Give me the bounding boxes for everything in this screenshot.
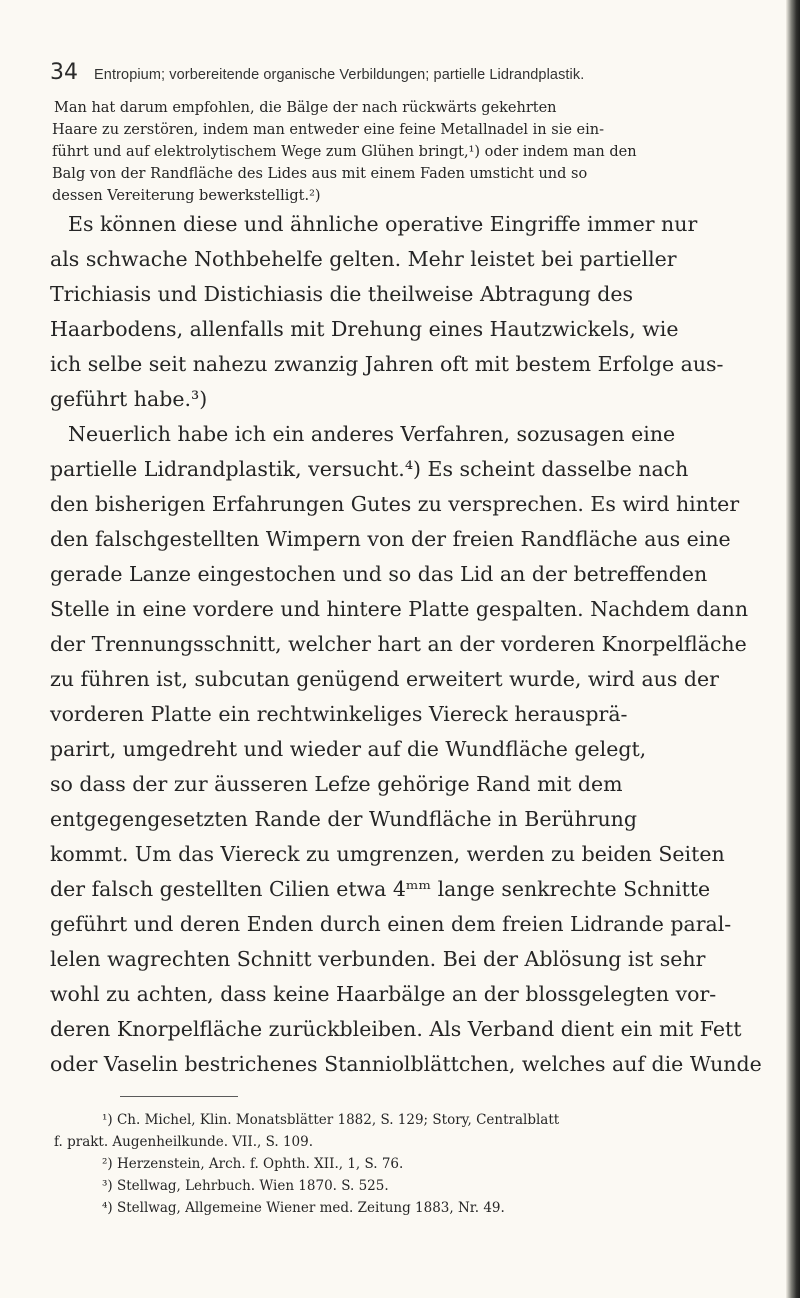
text-line: geführt habe.³) [50,387,208,411]
text-line: Stelle in eine vordere und hintere Platte gespalten. Nachdem dann [50,597,749,621]
text-line: der Trennungsschnitt, welcher hart an der vorderen Knorpelfläche [50,632,747,656]
text-line: partielle Lidrandplastik, versucht.⁴) Es scheint dasselbe nach [50,457,689,481]
text-line: den falschgestellten Wimpern von der freien Randfläche aus eine [50,527,731,551]
footnote: ²) Herzenstein, Arch. f. Ophth. XII., 1, S. 76. [102,1156,404,1172]
page-number: 34 [50,60,78,85]
text-line: Haarbodens, allenfalls mit Drehung eines Hautzwickels, wie [50,317,679,341]
footnote-divider [120,1096,238,1097]
text-line: ich selbe seit nahezu zwanzig Jahren oft mit bestem Erfolge aus- [50,352,724,376]
footnote: ⁴) Stellwag, Allgemeine Wiener med. Zeitung 1883, Nr. 49. [102,1200,505,1216]
text-line: Haare zu zerstören, indem man entweder eine feine Metallnadel in sie ein- [52,122,604,138]
text-line: kommt. Um das Viereck zu umgrenzen, werden zu beiden Seiten [50,842,725,866]
footnote: ¹) Ch. Michel, Klin. Monatsblätter 1882, S. 129; Story, Centralblatt [102,1112,560,1128]
text-line: Balg von der Randfläche des Lides aus mit einem Faden umsticht und so [52,166,588,182]
text-line: parirt, umgedreht und wieder auf die Wundfläche gelegt, [50,737,647,761]
text-line: so dass der zur äusseren Lefze gehörige Rand mit dem [50,772,623,796]
text-line: Es können diese und ähnliche operative Eingriffe immer nur [68,212,698,236]
text-line: geführt und deren Enden durch einen dem freien Lidrande paral- [50,912,732,936]
text-line: vorderen Platte ein rechtwinkeliges Viereck herausprä- [50,702,628,726]
footnote: f. prakt. Augenheilkunde. VII., S. 109. [54,1134,313,1150]
text-line: führt und auf elektrolytischem Wege zum Glühen bringt,¹) oder indem man den [52,144,637,160]
text-line: deren Knorpelfläche zurückbleiben. Als Verband dient ein mit Fett [50,1017,742,1041]
book-page-edge [786,0,800,1298]
text-line: der falsch gestellten Cilien etwa 4ᵐᵐ lange senkrechte Schnitte [50,877,711,901]
text-line: zu führen ist, subcutan genügend erweitert wurde, wird aus der [50,667,719,691]
text-line: als schwache Nothbehelfe gelten. Mehr leistet bei partieller [50,247,677,271]
text-line: den bisherigen Erfahrungen Gutes zu versprechen. Es wird hinter [50,492,740,516]
text-line: wohl zu achten, dass keine Haarbälge an der blossgelegten vor- [50,982,717,1006]
text-line: Trichiasis und Distichiasis die theilweise Abtragung des [50,282,634,306]
footnote: ³) Stellwag, Lehrbuch. Wien 1870. S. 525. [102,1178,389,1194]
text-line: Man hat darum empfohlen, die Bälge der nach rückwärts gekehrten [54,100,557,116]
running-head: Entropium; vorbereitende organische Verbildungen; partielle Lidrandplastik. [94,67,585,83]
text-line: gerade Lanze eingestochen und so das Lid an der betreffenden [50,562,708,586]
text-line: dessen Vereiterung bewerkstelligt.²) [52,188,321,204]
text-line: oder Vaselin bestrichenes Stanniolblättchen, welches auf die Wunde [50,1052,762,1076]
text-line: entgegengesetzten Rande der Wundfläche in Berührung [50,807,637,831]
text-line: lelen wagrechten Schnitt verbunden. Bei der Ablösung ist sehr [50,947,706,971]
page-header [50,60,780,85]
text-line: Neuerlich habe ich ein anderes Verfahren, sozusagen eine [68,422,676,446]
